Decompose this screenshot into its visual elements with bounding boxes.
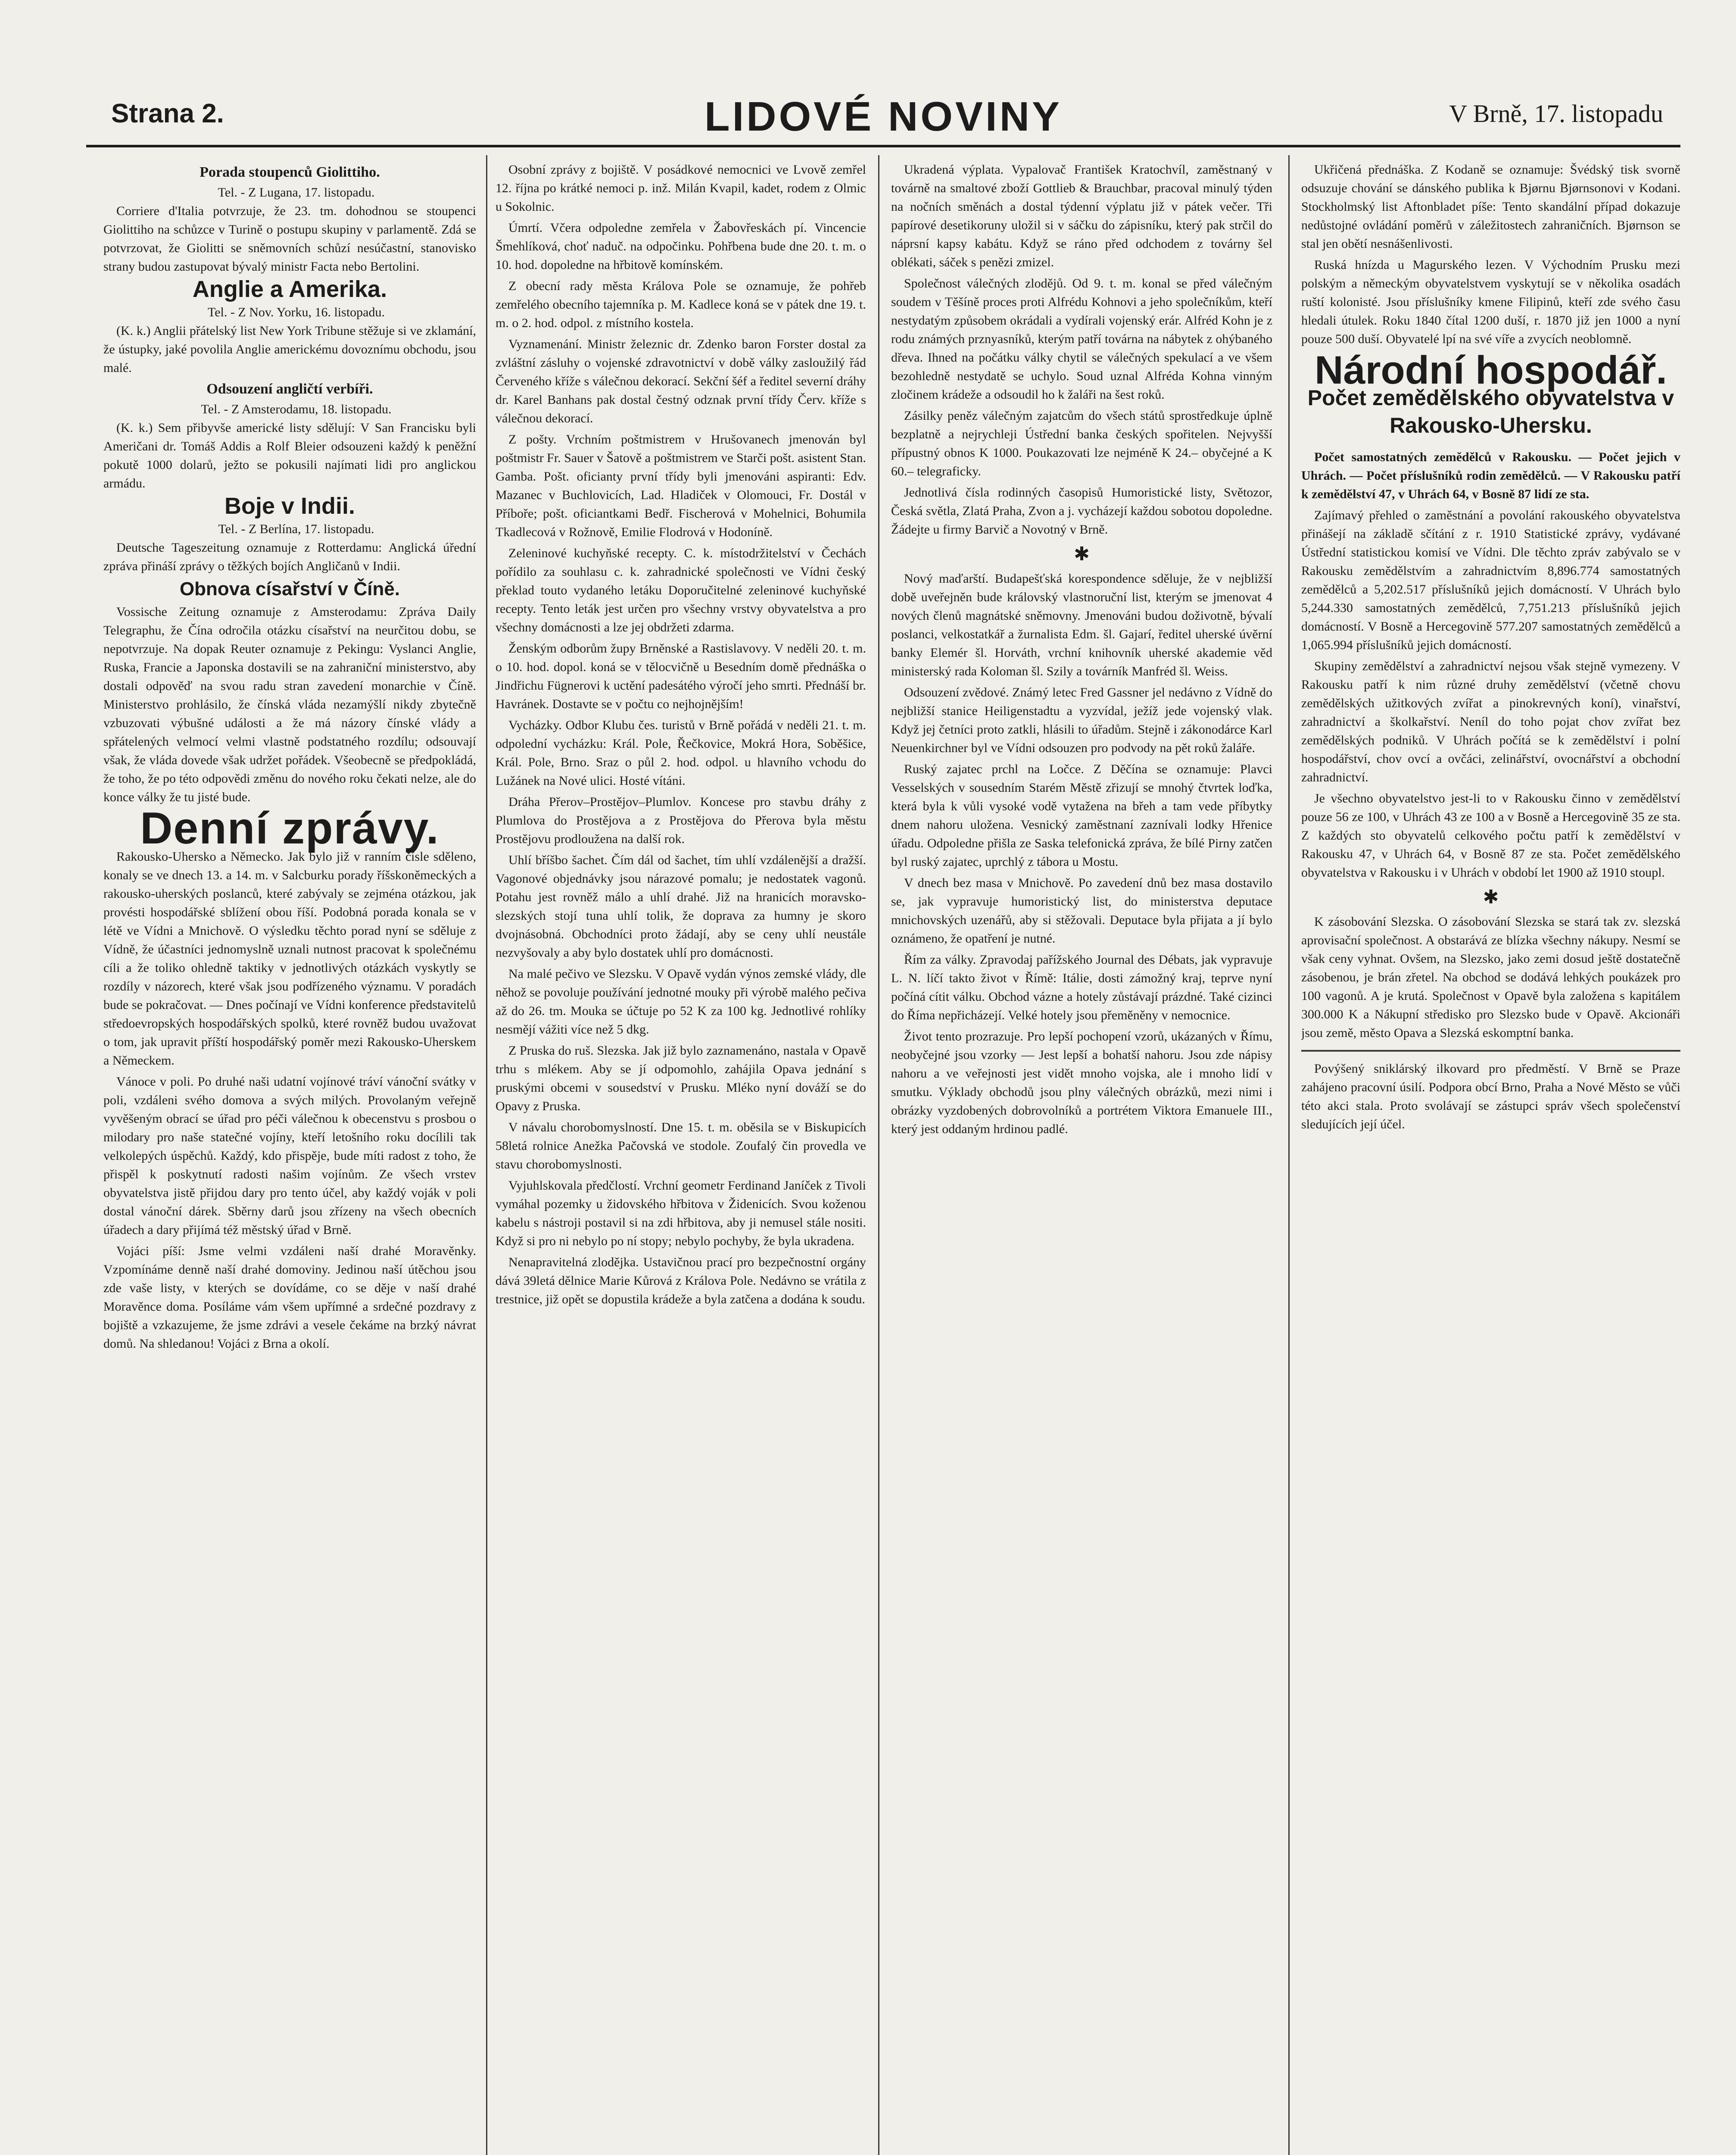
article-dateline: Tel. - Z Amsterodamu, 18. listopadu. — [201, 402, 392, 416]
column-4 — [1301, 160, 1680, 2155]
article-text: Ženským odborům župy Brněnské a Rastislavovy. V neděli 20. t. m. o 10. hod. dopol. koná se v tělocvičně u Besedním domě přednáška o Jindřichu Fügnerovi k uctění padesátého výročí jeho smrti. Přednáší br. Havránek. Dostavte se v počtu co nejhojnějším! — [496, 641, 866, 711]
column-rule — [486, 155, 487, 2155]
article-text: Nový maďarští. Budapešťská korespondence sděluje, že v nejbližší době uveřejněn bude královský vlastnoruční list, kterým se jmenovat 4 nových členů magnátské sněmovny. Jmenováni budou doživotně, bývalí poslanci, velkostatkář a žurnalista Edm. šl. Gajarí, ředitel uherské úvěrní banky Elemér šl. Horváth, vrchní knihovník uherské akademie věd ministerský rada Koloman šl. Szily a továrník Manfréd šl. Weiss. — [891, 572, 1272, 678]
article-title: Boje v Indii. — [224, 493, 355, 519]
article-text: Uhlí bříšbo šachet. Čím dál od šachet, tím uhlí vzdálenější a dražší. Vagonové objednávky jsou nárazové pomalu; je nedostatek vagonů. Potahu jest rovněž málo a uhlí drahé. Již na hranicích moravsko-slezských stojí tuna uhlí tolik, že doprava za humny je skoro dvojnásobná. Obchodníci proto žádají, aby se ceny uhlí neustále nezvyšovaly a aby bylo dostatek uhlí pro domácnosti. — [496, 853, 866, 960]
article-title: Porada stoupenců Giolittiho. — [199, 164, 380, 180]
section-star: ✱ — [1483, 887, 1499, 908]
column-3 — [891, 160, 1272, 2155]
article-text: Vyjuhlskovala předčlostí. Vrchní geometr Ferdinand Janíček z Tivoli vymáhal pozemky u židovského hřbitova v Židenicích. Svou koženou kabelu s nástroji postavil si na zdi hřbitova, aby ji nemusel stále nositi. Když si pro ni nebylo po ní stopy; nebylo pochyby, že byla ukradena. — [496, 1178, 866, 1248]
article-text: Z pošty. Vrchním poštmistrem v Hrušovanech jmenován byl poštmistr Fr. Sauer v Šatově a poštmistrem ve Starči pošt. asistent Stan. Gamba. Pošt. oficianty první třídy byli jmenováni aspiranti: Edv. Mazanec v Buchlovicích, Lad. Hladiček v Olomouci, Fr. Dostál v Příboře; pošt. oficiantkami Bedř. Fischerová v Mohelnici, Bohumila Tkadlecová v Rožnově, Emilie Flodrová v Hodoníně. — [496, 432, 866, 539]
article-text: V dnech bez masa v Mnichově. Po zavedení dnů bez masa dostavilo se, jak vypravuje humoristický list, do ministerstva deputace mnichovských uzenářů, aby si stěžovali. Deputace byla přijata a jí bylo oznámeno, že opatření je nutné. — [891, 876, 1272, 946]
section-heading-narodni-hospodar: Národní hospodář. — [1315, 348, 1667, 392]
article-title: Odsouzení angličtí verbíři. — [206, 381, 373, 397]
article-text: Vojáci píší: Jsme velmi vzdáleni naší drahé Moravěnky. Vzpomínáme denně naší drahé domoviny. Jedinou naší útěchou jsou zde vaše listy, v kterých se dovídáme, co se děje v naší drahé Moravěnce doma. Posíláme vám všem upřímné a srdečné pozdravy z bojiště a vzkazujeme, že jsme zdrávi a vesele čekáme na brzký návrat domů. Na shledanou! Vojáci z Brna a okolí. — [103, 1244, 476, 1351]
article-text: V návalu chorobomyslností. Dne 15. t. m. oběsila se v Biskupicích 58letá rolnice Anežka Pačovská ve stodole. Zoufalý čin provedla ve stavu chorobomyslnosti. — [496, 1120, 866, 1171]
divider — [1301, 1050, 1680, 1052]
article-text: Odsouzení zvědové. Známý letec Fred Gassner jel nedávno z Vídně do nejbližší stanice Heiligenstadtu a vyzvídal, ježíž jede vojenský vlak. Když jej četníci proto zatkli, hlásili to úřadům. Stejně i zákonodárce Karl Neuenkirchner byl ve Vídni odsouzen pro podvody na pět roků žaláře. — [891, 685, 1272, 755]
article-text: Corriere d'Italia potvrzuje, že 23. tm. dohodnou se stoupenci Giolittiho na schůzce v Turině o postupu skupiny v parlamentě. Zdá se potvrzovat, že Giolitti se sněmovních schůzí nesúčastní, stanovisko strany budou zastupovat bývalý ministr Facta nebo Bertolini. — [103, 204, 476, 274]
article-text: Z obecní rady města Králova Pole se oznamuje, že pohřeb zemřelého obecního tajemníka p. M. Kadlece koná se v pátek dne 19. t. m. o 2. hod. odpol. z místního kostela. — [496, 279, 866, 330]
article-text: Zásilky peněz válečným zajatcům do všech států sprostředkuje úplně bezplatně a nejrychleji Ústřední banka českých spořitelen. Nejvyšší přípustný obnos K 1000. Poukazovati lze nejméně K 24.– obyčejné a K 60.– telegraficky. — [891, 409, 1272, 478]
article-text: Vánoce v poli. Po druhé naši udatní vojínové tráví vánoční svátky v poli, vzdáleni svého domova a svých milých. Provolaným veřejně vyvěšeným obrací se úřad pro péči válečnou k obecenstvu s prosbou o milodary pro naše statečné vojíny, kteří letošního roku docílili tak velkolepých úspěchů. Každý, kdo přispěje, bude míti radost z toho, že přispěl k poskytnutí radosti našim vojínům. Ze všech vrstev obyvatelstva jistě přijdou dary pro tento účel, aby každý voják v poli dostal vánoční dárek. Sběrny darů jsou zřízeny na všech obecních úřadech a dary přijímá též městský úřad v Brně. — [103, 1074, 476, 1237]
article-text: Osobní zprávy z bojiště. V posádkové nemocnici ve Lvově zemřel 12. října po krátké nemoci p. inž. Milán Kvapil, kadet, rodem z Olmic u Sokolnic. — [496, 162, 866, 214]
article-text: Jednotlivá čísla rodinných časopisů Humoristické listy, Světozor, Česká světla, Zlatá Praha, Zvon a j. vycházejí každou sobotou dopoledne. Žádejte u firmy Barvič a Novotný v Brně. — [891, 485, 1272, 537]
article-text: Ruský zajatec prchl na Ločce. Z Děčína se oznamuje: Plavci Vesselských v sousedním Starém Městě zřizují se mnohý čtvrtek loďka, která byla k vůli vysoké vodě vytažena na břeh a tam vede příbytky dnem nahoru uložena. Vesnický zaměstnaní zaznívali lodky Hřenice úřadu. Odpoledne přišla ze Saska telefonická zpráva, že bílé Pirny zatčen byl ruský zajatec, uprchlý z tábora u Mostu. — [891, 762, 1272, 869]
column-rule — [878, 155, 879, 2155]
page-number: Strana 2. — [111, 99, 224, 128]
section-star: ✱ — [1074, 543, 1090, 565]
newspaper-title: LIDOVÉ NOVINY — [704, 94, 1063, 140]
column-rule — [1288, 155, 1290, 2155]
article-text: Nenapravitelná zlodějka. Ustavičnou prací pro bezpečnostní orgány dává 39letá dělnice Marie Kůrová z Králova Pole. Nedávno se vrátila z trestnice, již opět se dopustila krádeže a byla zatčena a dodána k soudu. — [496, 1255, 866, 1306]
article-text: Vyznamenání. Ministr železnic dr. Zdenko baron Forster dostal za zvláštní zásluhy o vojenské zdravotnictví v době války zasloužilý řád Červeného kříže s válečnou dekorací. Sekční šéf a ředitel severní dráhy dr. Karel Banhans pak dostal čestný odznak první třídy Červ. kříže s válečnou dekorací. — [496, 337, 866, 425]
article-text: K zásobování Slezska. O zásobování Slezska se stará tak zv. slezská aprovisační společnost. A obstarává ze blízka všechny nákupy. Nesmí se však ceny vyhnat. Ovšem, na Slezsko, jako zemi dosud ještě dostatečně zásobenou, je brán zřetel. Na obchod se dodává lehkých poukázek pro 100 vagonů. A je krutá. Společnost v Opavě byla založena s kapitálem 300.000 K a Nákupní středisko pro Slezsko bude v Opavě. Akcionáři jsou země, město Opava a Slezská eskomptní banka. — [1301, 915, 1680, 1040]
article-text: Řím za války. Zpravodaj pařížského Journal des Débats, jak vypravuje L. N. líčí takto život v Římě: Itálie, dosti zámožný kraj, teprve nyní počíná cítit válku. Obchod vázne a hotely zůstávají prázdné. Také cizinci do Říma nepřicházejí. Velké hotely jsou přeměněny v nemocnice. — [891, 953, 1272, 1022]
article-dateline: Tel. - Z Nov. Yorku, 16. listopadu. — [208, 305, 385, 319]
article-text: Společnost válečných zlodějů. Od 9. t. m. konal se před válečným soudem v Těšíně proces proti Alfrédu Kohnovi a jeho společníkům, kteří nestydatým způsobem okrádali a vydírali vojenský erár. Alfréd Kohn je z rodu známých prznyasníků, kterým patří továrna na nábytek z ohýbaného dřeva. Ihned na počátku války chytil se válečných spekulací a ve všem bezohledně nestydatě se uchylo. Soud uznal Alfréda Kohna vinným zločinem krádeže a odsoudil ho k žaláři na šest roků. — [891, 276, 1272, 402]
article-headline: Počet zemědělského obyvatelstva v Rakousko-Uhersku. — [1307, 386, 1674, 437]
article-text: (K. k.) Sem přibyvše americké listy sdělují: V San Francisku byli Američani dr. Tomáš Addis a Rolf Bleier odsouzeni každý k peněžní pokutě 1000 dolarů, ježto se pokusili najímati lidi pro anglickou armádu. — [103, 421, 476, 490]
article-title: Anglie a Amerika. — [192, 276, 387, 302]
article-text: Ukradená výplata. Vypalovač František Kratochvíl, zaměstnaný v továrně na smaltové zboží Gottlieb & Brauchbar, pracoval minulý týden na nočních směnách a dostal týdenní výplatu již v pátek večer. Tři papírové desetikoruny uložil si v sáčku do zápisníku, který pak strčil do náprsní kapsy kabátu. Když se ráno před odchodem z továrny šel oblékati, sáček s penězi zmizel. — [891, 162, 1272, 269]
article-text: Z Pruska do ruš. Slezska. Jak již bylo zaznamenáno, nastala v Opavě trhu s mlékem. Aby se jí odpomohlo, zahájila Opava jednání s pruskými obcemi v sousedství v Prusku. Mléko nyní dováží se do Opavy z Pruska. — [496, 1043, 866, 1113]
article-text: Vycházky. Odbor Klubu čes. turistů v Brně pořádá v neděli 21. t. m. odpolední vycházku: Král. Pole, Řečkovice, Mokrá Hora, Soběšice, Král. Pole, Brno. Sraz o půl 2. hod. odpol. u hlavního vchodu do Lužánek na Nové ulici. Hosté vítáni. — [496, 718, 866, 788]
article-text: Ukřičená přednáška. Z Kodaně se oznamuje: Švédský tisk svorně odsuzuje chování se dánského publika k Bjørnu Bjørnsonovi v Kodani. Stockholmský list Aftonbladet píše: Tento skandální případ dokazuje nedůstojné ovládání poměrů v záležitostech zahraničních. Bjørnson se stal jen obětí nesnášenlivosti. — [1301, 162, 1680, 251]
article-text: Zeleninové kuchyňské recepty. C. k. místodržitelství v Čechách pořídilo za souhlasu c. k. zahradnické společnosti ve Vídni český překlad touto vydaného letáku Doporučitelné zeleninové kuchyňské recepty. Tento leták jest určen pro všechny vrstvy obyvatelstva a pro všechny domácnosti a lze jej obdržeti zdarma. — [496, 546, 866, 634]
article-title: Obnova císařství v Číně. — [179, 578, 400, 600]
section-heading-denni-zpravy: Denní zprávy. — [140, 803, 439, 853]
issue-date: V Brně, 17. listopadu — [1449, 100, 1663, 128]
article-text: Dráha Přerov–Prostějov–Plumlov. Koncese pro stavbu dráhy z Plumlova do Prostějova a z Prostějova do Přerova byla městu Prostějovu prodloužena na další rok. — [496, 795, 866, 846]
article-text: (K. k.) Anglii přátelský list New York Tribune stěžuje si ve zklamání, že ústupky, jaké povolila Anglie americkému dovoznímu obchodu, jsou malé. — [103, 324, 476, 375]
article-dateline: Tel. - Z Lugana, 17. listopadu. — [218, 185, 375, 200]
masthead — [86, 93, 1680, 147]
column-2 — [496, 160, 866, 2155]
article-text: Rakousko-Uhersko a Německo. Jak bylo již v ranním čísle sděleno, konaly se ve dnech 13. a 14. m. v Salcburku porady říšskoněmeckých a rakousko-uherských poslanců, které zabývaly se zejména otázkou, jak provésti hospodářské sblížení obou říší. Podobná porada konala se v létě ve Vídni a Mnichově. O výsledku těchto porad nyní se sděluje z Vídně, že účastníci jednomyslně uznali nutnost pracovat k společnému cíli a že toliko ohledně taktiky v jednotlivých otázkách vyskytly se rozdíly v názorech, které však jsou podřízeného významu. V poradách bude se pokračovat. — Dnes počínají ve Vídni konference představitelů středoevropských hospodářských spolků, které rovněž budou uvažovat o tom, jak upravit příští hospodářský poměr mezi Rakousko-Uherskem a Německem. — [103, 850, 476, 1068]
article-text: Život tento prozrazuje. Pro lepší pochopení vzorů, ukázaných v Římu, neobyčejné jsou vzorky — Jest lepší a bohatší nahoru. Jsou zde nápisy nahoru a ve veřejnosti jest vidět mnoho vojska, ale i mnoho lidí v smutku. Výklady obchodů jsou plny válečných obrázků, mezi nimi i obrázky vyzdobených dobrovolníků a portrétem Viktora Emanuele III., který jest oddaným hrdinou padlé. — [891, 1029, 1272, 1136]
article-text: Na malé pečivo ve Slezsku. V Opavě vydán výnos zemské vlády, dle něhož se povoluje používání jednotné mouky při výrobě malého pečiva až do 26. tm. Mouka se účtuje po 52 K za 100 kg. Jednotlivé rohlíky nesmějí vážiti více než 5 dkg. — [496, 967, 866, 1037]
article-text: Je všechno obyvatelstvo jest-li to v Rakousku činno v zemědělství pouze 56 ze 100, v Uhrách 43 ze 100 a v Bosně a Hercegovině 35 ze sta. Z každých sto obyvatelů celkového počtu patří k zemědělství v Rakousku 47, v Uhrách 64, v Bosně 87 ze sta. Počet zemědělského obyvatelstva v Rakousku i v Uhrách v období let 1900 až 1910 stoupl. — [1301, 791, 1680, 880]
article-lead: Počet samostatných zemědělců v Rakousku. — Počet jejich v Uhrách. — Počet příslušníků rodin zemědělců. — V Rakousku patří k zemědělství 47, v Uhrách 64, v Bosně 87 lidí ze sta. — [1301, 450, 1680, 501]
article-dateline: Tel. - Z Berlína, 17. listopadu. — [218, 522, 374, 536]
article-text: Skupiny zemědělství a zahradnictví nejsou však stejně vymezeny. V Rakousku patří k nim různé druhy zemědělství (včetně chovu zemědělských užitkových zvířat a pinokrevných koní), vinařství, zahradnictví a školkařství. Neníl do toho pojat chov zvířat bez zemědělských podniků. V Uhrách počítá se k zemědělství i polní hospodářství, chov ovcí a ovčáci, zelinářství, ovocnářství a obchodní zahradnictví. — [1301, 659, 1680, 784]
article-text: Zajímavý přehled o zaměstnání a povolání rakouského obyvatelstva přinášejí na základě sčítání z r. 1910 Statistické zprávy, vydávané Ústřední statistickou komisí ve Vídni. Dle těchto zpráv zabývalo se v Rakousku zemědělstvím a zahradnictvím 8,896.774 samostatných zemědělců a 5,202.517 příslušníků jejich domácností. V Uhrách bylo 5,244.330 samostatných zemědělců, 7,751.213 příslušníků jejich domácností. V Bosně a Hercegovině 577.207 samostatných zemědělců a 1,065.994 příslušníků jejich domácností. — [1301, 508, 1680, 652]
article-text: Úmrtí. Včera odpoledne zemřela v Žabovřeskách pí. Vincencie Šmehlíková, choť naduč. na odpočinku. Pohřbena bude dne 20. t. m. o 10. hod. dopoledne na hřbitově komínském. — [496, 221, 866, 272]
article-text: Ruská hnízda u Magurského lezen. V Východním Prusku mezi polským a německým obyvatelstvem vyskytují se v několika osadách ruští kolonisté. Jsou příslušníky kmene Filipinů, kteří zde svého času hledali útulek. Roku 1840 čítal 1200 duší, r. 1870 již jen 1000 a nyní pouze 500 duší. Obyvatelé lpí na své víře a zvycích neoblomně. — [1301, 258, 1680, 346]
article-text: Povýšený sniklárský ilkovard pro předměstí. V Brně se Praze zahájeno pracovní úsilí. Podpora obcí Brno, Praha a Nové Město se vůči této akci stala. Proto svolávají se zástupci správ všech společenství sledujících její účel. — [1301, 1062, 1680, 1131]
article-text: Vossische Zeitung oznamuje z Amsterodamu: Zpráva Daily Telegraphu, že Čína odročila otázku císařství na neurčitou dobu, se nepotvrzuje. Na dopak Reuter oznamuje z Pekingu: Vyslanci Anglie, Ruska, Francie a Japonska dostavili se na zahraniční ministerstvo, aby dostali odpověď na svou radu stran zavedení monarchie v Číně. Ministerstvo prohlásilo, že čínská vláda nezamýšlí nikdy zbytečně vzbuzovati výbušné události a že má názory čínské vlády a spřátelených velmocí velmi vlastně podstatného rozdílu; odsouvají však, že vláda dovede však udržet pořádek. Všeobecně se předpokládá, že toho, že po této odpovědi změnu do nového roku čekati nelze, ale do konce války že tu jisté bude. — [103, 605, 476, 804]
article-text: Deutsche Tageszeitung oznamuje z Rotterdamu: Anglická úřední zpráva přináší zprávy o těžkých bojích Angličanů v Indii. — [103, 540, 476, 573]
column-1 — [103, 160, 476, 2155]
